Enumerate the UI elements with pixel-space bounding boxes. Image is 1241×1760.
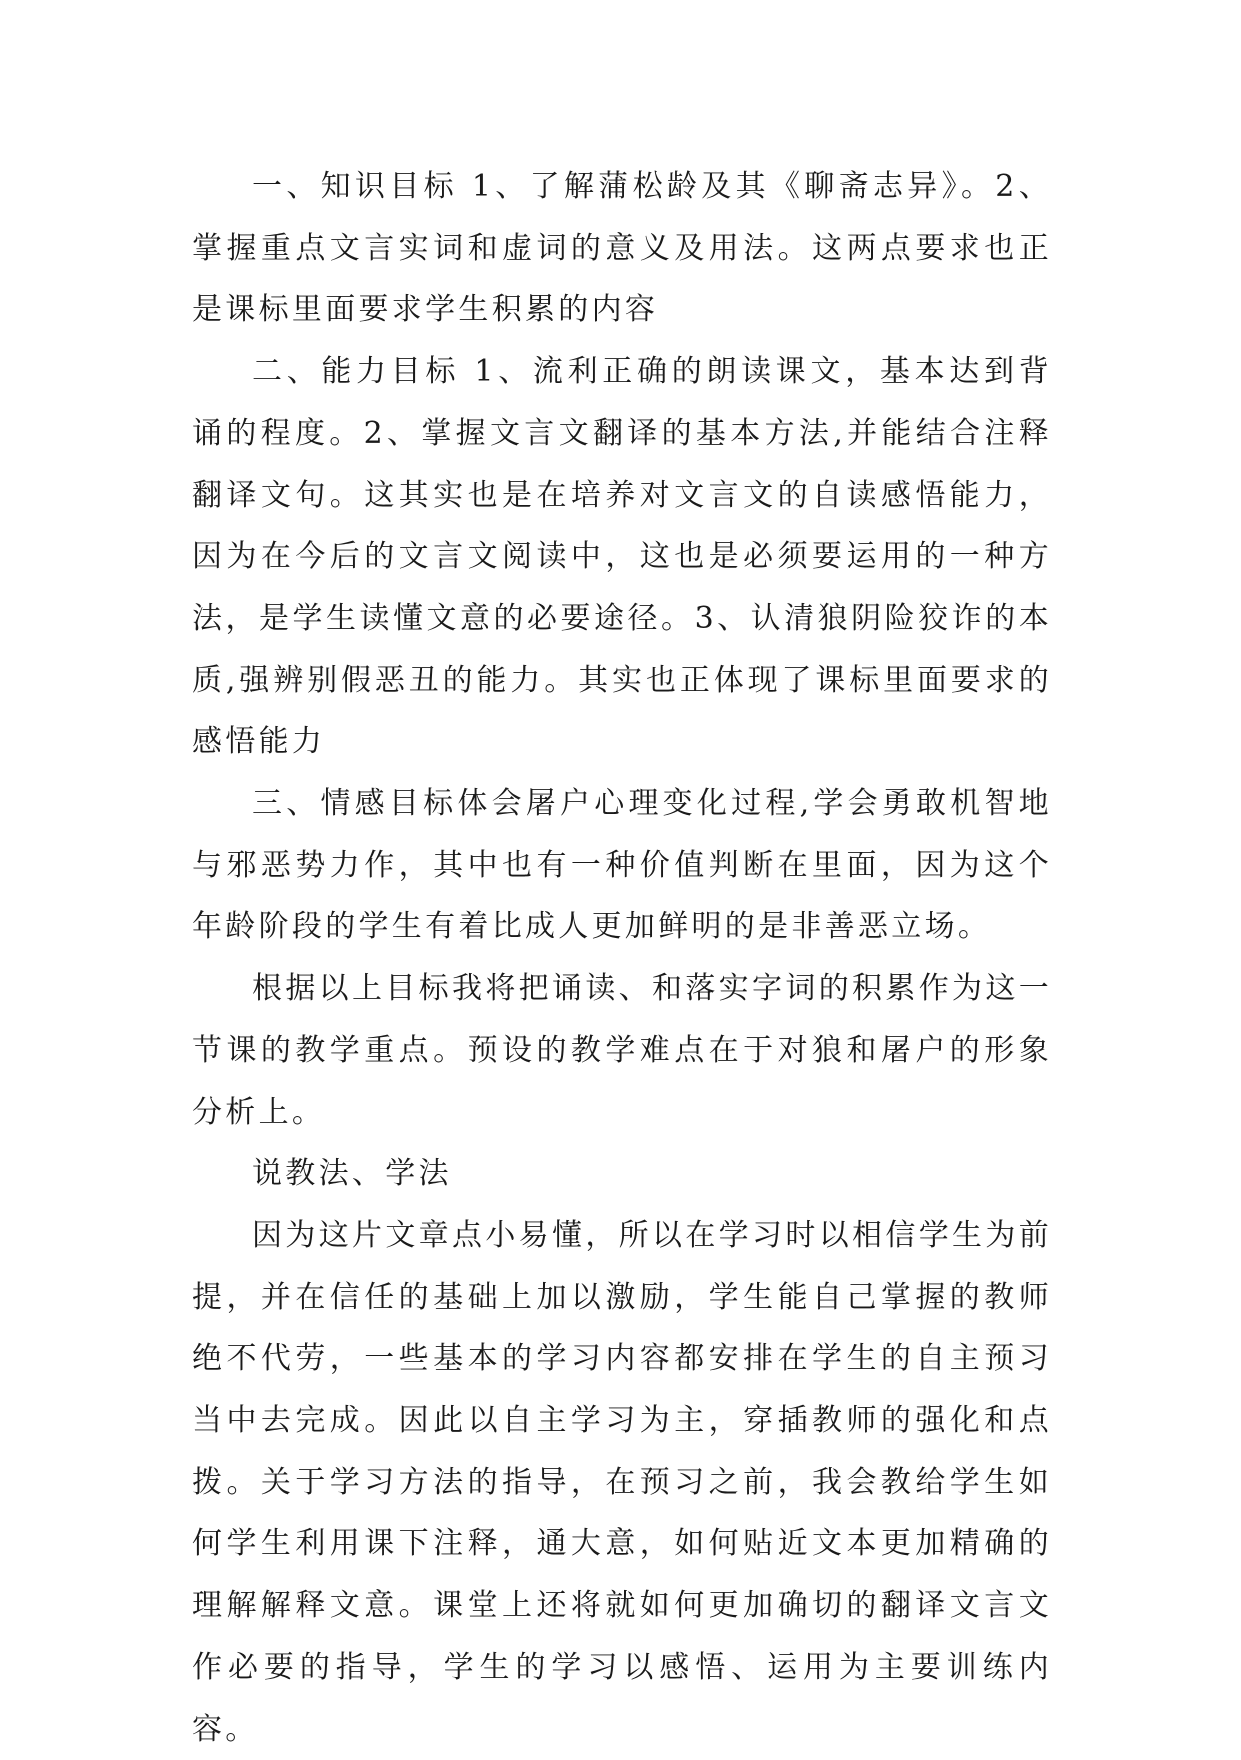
emotion-goal-paragraph: 三、情感目标体会屠户心理变化过程,学会勇敢机智地与邪恶势力作，其中也有一种价值判断在里面，因为这个年龄阶段的学生有着比成人更加鲜明的是非善恶立场。 bbox=[192, 786, 1052, 945]
document-page bbox=[192, 156, 1052, 1760]
ability-goal-paragraph: 二、能力目标 1、流利正确的朗读课文，基本达到背诵的程度。2、掌握文言文翻译的基本方法,并能结合注释翻译文句。这其实也是在培养对文言文的自读感悟能力，因为在今后的文言文阅读中，这也是必须要运用的一种方法，是学生读懂文意的必要途径。3、认清狼阴险狡诈的本质,强辨别假恶丑的能力。其实也正体现了课标里面要求的感悟能力 bbox=[192, 354, 1052, 760]
key-points-paragraph: 根据以上目标我将把诵读、和落实字词的积累作为这一节课的教学重点。预设的教学难点在于对狼和屠户的形象分析上。 bbox=[192, 971, 1052, 1130]
teaching-methods-paragraph: 因为这片文章点小易懂，所以在学习时以相信学生为前提，并在信任的基础上加以激励，学生能自己掌握的教师绝不代劳，一些基本的学习内容都安排在学生的自主预习当中去完成。因此以自主学习为主，穿插教师的强化和点拨。关于学习方法的指导，在预习之前，我会教给学生如何学生利用课下注释，通大意，如何贴近文本更加精确的理解解释文意。课堂上还将就如何更加确切的翻译文言文作必要的指导，学生的学习以感悟、运用为主要训练内容。 bbox=[192, 1217, 1052, 1747]
knowledge-goal-paragraph: 一、知识目标 1、了解蒲松龄及其《聊斋志异》。2、掌握重点文言实词和虚词的意义及用法。这两点要求也正是课标里面要求学生积累的内容 bbox=[192, 169, 1052, 328]
section-heading-teaching-methods: 说教法、学法 bbox=[252, 1156, 452, 1192]
